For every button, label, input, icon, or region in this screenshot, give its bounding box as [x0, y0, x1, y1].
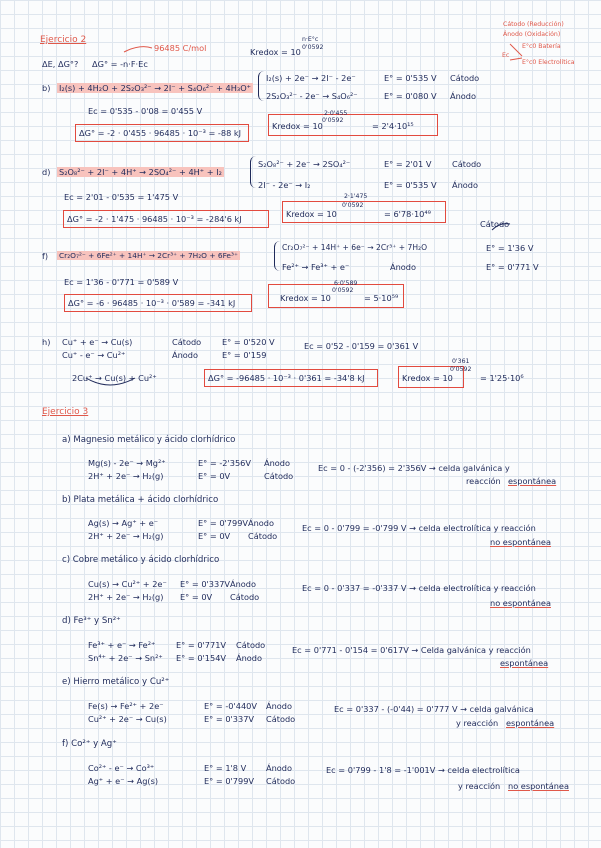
- d-k-label: Kredox = 10: [286, 209, 337, 219]
- e3-c2: espontánea: [506, 718, 555, 728]
- e3-l2: Cu²⁺ + 2e⁻ → Cu(s): [88, 714, 167, 724]
- h-c1: Cátodo: [172, 337, 202, 347]
- a-title: a) Magnesio metálico y ácido clorhídrico: [62, 435, 236, 445]
- f3-l2: Ag⁺ + e⁻ → Ag(s): [88, 776, 159, 786]
- legend-ec: Ec: [502, 52, 510, 59]
- c3-e2: E° = 0V: [180, 592, 213, 602]
- h-net: 2Cu⁺ → Cu(s) + Cu²⁺: [72, 373, 157, 383]
- b-half2: 2S₂O₃²⁻ - 2e⁻ → S₄O₆²⁻: [266, 91, 358, 101]
- dg-formula: ΔG° = -n·F·Ec: [92, 59, 148, 69]
- a-l1: Mg(s) - 2e⁻ → Mg²⁺: [88, 458, 166, 468]
- kredox-formula-num: n·E°c: [302, 36, 319, 43]
- b3-r2: Cátodo: [248, 531, 278, 541]
- d-r2: Ánodo: [452, 180, 479, 190]
- legend-anodo: Ánodo (Oxidación): [503, 31, 561, 38]
- d-half2: 2I⁻ - 2e⁻ → I₂: [258, 180, 311, 190]
- c3-r1: Ánodo: [230, 579, 257, 589]
- f-label: f): [42, 251, 49, 261]
- d-ec: Ec = 2'01 - 0'535 = 1'475 V: [64, 192, 179, 202]
- d-label: d): [42, 167, 51, 177]
- h-k-result: = 1'25·10⁶: [480, 373, 524, 383]
- a-c2: espontánea: [508, 476, 557, 486]
- d-k-result: = 6'78·10⁴⁹: [384, 209, 431, 219]
- d3-e1: E° = 0'771V: [176, 640, 227, 650]
- c3-l1: Cu(s) → Cu²⁺ + 2e⁻: [88, 579, 167, 589]
- e3-e2: E° = 0'337V: [204, 714, 255, 724]
- c3-l2: 2H⁺ + 2e⁻ → H₂(g): [88, 592, 164, 602]
- f3-ec: Ec = 0'799 - 1'8 = -1'001V → celda electrolítica: [326, 765, 520, 775]
- h-c2: Ánodo: [172, 350, 199, 360]
- h-e1: E° = 0'520 V: [222, 337, 275, 347]
- c3-c2: no espontánea: [490, 598, 551, 608]
- f3-title: f) Co²⁺ y Ag⁺: [62, 739, 117, 749]
- h-label: h): [42, 337, 51, 347]
- a-r2: Cátodo: [264, 471, 294, 481]
- b3-c2: no espontánea: [490, 537, 551, 547]
- e3-r2: Cátodo: [266, 714, 296, 724]
- faraday-arrow: [124, 47, 152, 52]
- legend-catodo: Cátodo (Reducción): [503, 21, 564, 28]
- legend-electrolitica: E°c0 Electrolítica: [522, 59, 575, 66]
- d-e1: E° = 2'01 V: [384, 159, 432, 169]
- b-k-den: 0'0592: [322, 117, 344, 124]
- f-dg: ΔG° = -6 · 96485 · 10⁻³ · 0'589 = -341 kJ: [68, 298, 236, 308]
- d-equation: S₂O₈²⁻ + 2I⁻ + 4H⁺ → 2SO₄²⁻ + 4H⁺ + I₂: [59, 167, 222, 177]
- h-line2: Cu⁺ - e⁻ → Cu²⁺: [62, 350, 126, 360]
- b3-ec: Ec = 0 - 0'799 = -0'799 V → celda electrolítica y reacción: [302, 523, 536, 533]
- a-ec: Ec = 0 - (-2'356) = 2'356V → celda galvánica y: [318, 463, 510, 473]
- h-ec: Ec = 0'52 - 0'159 = 0'361 V: [304, 341, 419, 351]
- e3-ec: Ec = 0'337 - (-0'44) = 0'777 V → celda galvánica: [334, 704, 534, 714]
- d3-ec: Ec = 0'771 - 0'154 = 0'617V → Celda galvánica y reacción: [292, 645, 531, 655]
- f-brace: [274, 241, 280, 271]
- h-dg: ΔG° = -96485 · 10⁻³ · 0'361 = -34'8 kJ: [208, 373, 365, 383]
- ej3-title: Ejercicio 3: [42, 407, 89, 417]
- kredox-formula-den: 0'0592: [302, 44, 324, 51]
- b-ec: Ec = 0'535 - 0'08 = 0'455 V: [88, 106, 203, 116]
- f-k-label: Kredox = 10: [280, 293, 331, 303]
- f3-l1: Co²⁺ - e⁻ → Co³⁺: [88, 763, 155, 773]
- c3-e1: E° = 0'337V: [180, 579, 231, 589]
- d3-l1: Fe³⁺ + e⁻ → Fe²⁺: [88, 640, 156, 650]
- e3-r1: Ánodo: [266, 701, 293, 711]
- h-k-label: Kredox = 10: [402, 373, 453, 383]
- b-equation: I₂(s) + 4H₂O + 2S₂O₃²⁻ → 2I⁻ + S₄O₆²⁻ + 4H₃O⁺: [59, 83, 251, 93]
- b-half1: I₂(s) + 2e⁻ → 2I⁻ - 2e⁻: [266, 73, 356, 83]
- c3-title: c) Cobre metálico y ácido clorhídrico: [62, 555, 220, 565]
- f3-c1: y reacción: [458, 781, 501, 791]
- b-k-label: Kredox = 10: [272, 121, 323, 131]
- ej2-title: Ejercicio 2: [40, 35, 87, 45]
- d3-l2: Sn⁴⁺ + 2e⁻ → Sn²⁺: [88, 653, 163, 663]
- b3-l1: Ag(s) → Ag⁺ + e⁻: [88, 518, 159, 528]
- d-dg: ΔG° = -2 · 1'475 · 96485 · 10⁻³ = -284'6 kJ: [67, 214, 242, 224]
- a-e1: E° = -2'356V: [198, 458, 251, 468]
- b3-title: b) Plata metálica + ácido clorhídrico: [62, 495, 219, 505]
- d-r1: Cátodo: [452, 159, 482, 169]
- d-k-den: 0'0592: [342, 202, 364, 209]
- f-ec: Ec = 1'36 - 0'771 = 0'589 V: [64, 277, 179, 287]
- f-k-den: 0'0592: [332, 287, 354, 294]
- b-r1: Cátodo: [450, 73, 480, 83]
- f-equation: Cr₂O₇²⁻ + 6Fe²⁺ + 14H⁺ → 2Cr³⁺ + 7H₂O + 6Fe³⁺: [59, 251, 238, 260]
- f-half2: Fe²⁺ → Fe³⁺ + e⁻: [282, 262, 350, 272]
- h-e2: E° = 0'159: [222, 350, 267, 360]
- b3-e2: E° = 0V: [198, 531, 231, 541]
- b-dg: ΔG° = -2 · 0'455 · 96485 · 10⁻³ = -88 kJ: [79, 128, 242, 138]
- b-r2: Ánodo: [450, 91, 477, 101]
- e3-l1: Fe(s) → Fe²⁺ + 2e⁻: [88, 701, 164, 711]
- e3-e1: E° = -0'440V: [204, 701, 257, 711]
- b-brace: [258, 71, 264, 101]
- b-e2: E° = 0'080 V: [384, 91, 437, 101]
- d3-r1: Cátodo: [236, 640, 266, 650]
- legend-arrow-2: [510, 58, 522, 60]
- h-line1: Cu⁺ + e⁻ → Cu(s): [62, 337, 133, 347]
- e3-c1: y reacción: [456, 718, 499, 728]
- d3-title: d) Fe³⁺ y Sn²⁺: [62, 616, 121, 626]
- a-r1: Ánodo: [264, 458, 291, 468]
- b-label: b): [42, 83, 51, 93]
- faraday-constant: 96485 C/mol: [154, 43, 207, 53]
- f3-r2: Cátodo: [266, 776, 296, 786]
- d-brace: [250, 156, 256, 188]
- a-l2: 2H⁺ + 2e⁻ → H₂(g): [88, 471, 164, 481]
- h-k-num: 0'361: [452, 358, 470, 365]
- d3-r2: Ánodo: [236, 653, 263, 663]
- f3-c2: no espontánea: [508, 781, 569, 791]
- d-half1: S₂O₈²⁻ + 2e⁻ → 2SO₄²⁻: [258, 159, 351, 169]
- d-k-num: 2·1'475: [344, 193, 368, 200]
- h-k-den: 0'0592: [450, 366, 472, 373]
- ej2-question: ΔE, ΔG°?: [42, 59, 79, 69]
- f-k-result: = 5·10⁵⁹: [364, 293, 399, 303]
- e3-title: e) Hierro metálico y Cu²⁺: [62, 677, 170, 687]
- f-half1: Cr₂O₇²⁻ + 14H⁺ + 6e⁻ → 2Cr³⁺ + 7H₂O: [282, 243, 428, 252]
- b3-l2: 2H⁺ + 2e⁻ → H₂(g): [88, 531, 164, 541]
- b3-r1: Ánodo: [248, 518, 275, 528]
- b-e1: E° = 0'535 V: [384, 73, 437, 83]
- f3-e1: E° = 1'8 V: [204, 763, 247, 773]
- c3-ec: Ec = 0 - 0'337 = -0'337 V → celda electrolítica y reacción: [302, 583, 536, 593]
- d3-e2: E° = 0'154V: [176, 653, 227, 663]
- d-e2: E° = 0'535 V: [384, 180, 437, 190]
- f-e1: E° = 1'36 V: [486, 243, 534, 253]
- b3-e1: E° = 0'799V: [198, 518, 249, 528]
- b-k-num: 2·0'455: [324, 110, 348, 117]
- f3-r1: Ánodo: [266, 763, 293, 773]
- a-c1: reacción: [466, 476, 501, 486]
- c3-r2: Cátodo: [230, 592, 260, 602]
- legend-bateria: E°c0 Batería: [522, 43, 561, 50]
- f-catodo-note: Cátodo: [480, 219, 510, 229]
- legend-arrow-1: [510, 44, 522, 56]
- f-r2: Ánodo: [390, 262, 417, 272]
- kredox-formula: Kredox = 10: [250, 47, 301, 57]
- f-e2: E° = 0'771 V: [486, 262, 539, 272]
- f-k-num: 6·0'589: [334, 280, 358, 287]
- b-k-result: = 2'4·10¹⁵: [372, 121, 414, 131]
- a-e2: E° = 0V: [198, 471, 231, 481]
- f3-e2: E° = 0'799V: [204, 776, 255, 786]
- d3-c2: espontánea: [500, 658, 549, 668]
